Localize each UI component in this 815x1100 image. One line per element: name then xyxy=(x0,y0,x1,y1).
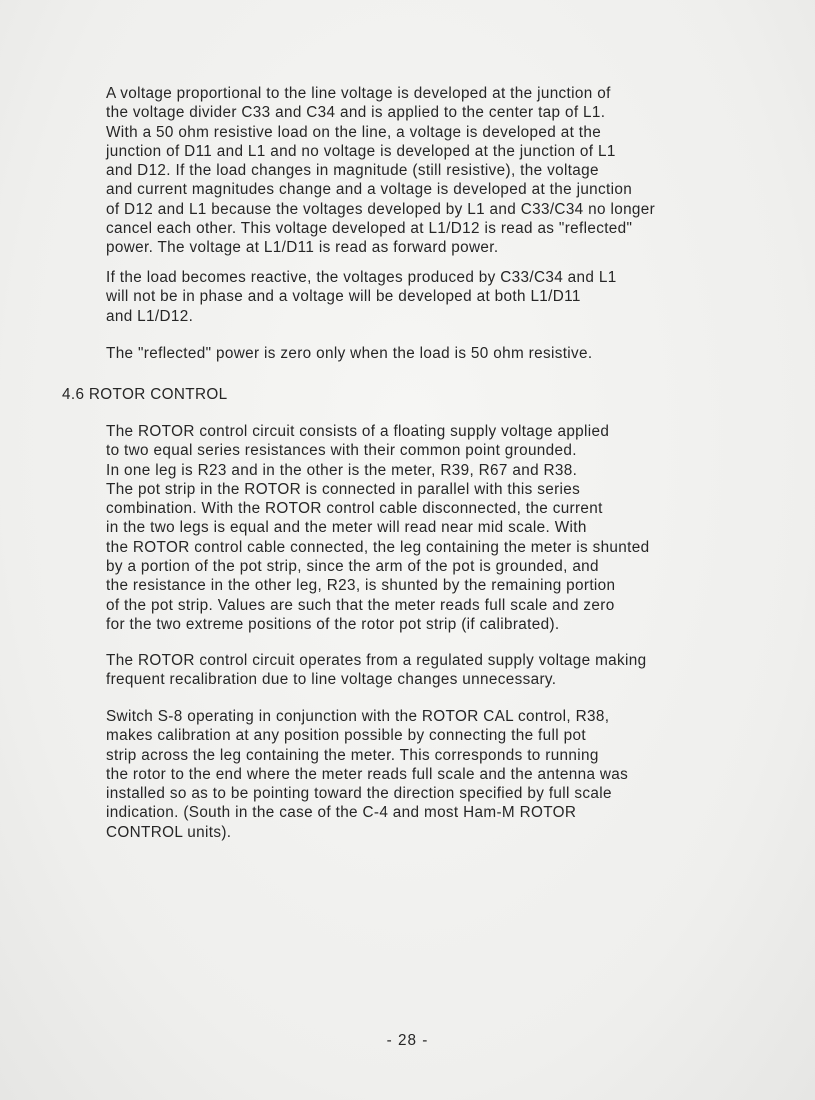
section-heading: 4.6 ROTOR CONTROL xyxy=(62,386,228,403)
text-line: The ROTOR control circuit consists of a floating supply voltage applied xyxy=(106,423,610,440)
text-line: junction of D11 and L1 and no voltage is developed at the junction of L1 xyxy=(106,142,616,160)
text-line: the voltage divider C33 and C34 and is applied to the center tap of L1. xyxy=(106,104,606,122)
text-line: installed so as to be pointing toward the direction specified by full scale xyxy=(106,785,612,803)
text-line: and D12. If the load changes in magnitude (still resistive), the voltage xyxy=(106,162,599,180)
paragraph-reactive-load xyxy=(106,268,617,326)
text-line: the resistance in the other leg, R23, is shunted by the remaining portion xyxy=(106,577,616,595)
text-line: and L1/D12. xyxy=(106,307,194,325)
text-line: The "reflected" power is zero only when the load is 50 ohm resistive. xyxy=(106,345,593,362)
text-line: in the two legs is equal and the meter will read near mid scale. With xyxy=(106,519,587,537)
text-line: makes calibration at any position possible by connecting the full pot xyxy=(106,727,586,745)
text-line: With a 50 ohm resistive load on the line, a voltage is developed at the xyxy=(106,123,602,141)
text-line: for the two extreme positions of the rotor pot strip (if calibrated). xyxy=(106,615,560,633)
text-line: If the load becomes reactive, the voltages produced by C33/C34 and L1 xyxy=(106,269,617,286)
text-line: Switch S-8 operating in conjunction with the ROTOR CAL control, R38, xyxy=(106,708,610,725)
text-line: combination. With the ROTOR control cable disconnected, the current xyxy=(106,500,603,518)
paragraph-directional-coupler xyxy=(106,84,655,258)
text-line: CONTROL units). xyxy=(106,823,232,841)
paragraph-switch-s8 xyxy=(106,707,628,842)
text-line: A voltage proportional to the line voltage is developed at the junction of xyxy=(106,85,611,102)
text-line: strip across the leg containing the meter. This corresponds to running xyxy=(106,746,599,764)
text-line: to two equal series resistances with their common point grounded. xyxy=(106,442,577,460)
text-line: the ROTOR control cable connected, the leg containing the meter is shunted xyxy=(106,538,650,556)
text-line: of D12 and L1 because the voltages developed by L1 and C33/C34 no longer xyxy=(106,200,656,218)
page-number: - 28 - xyxy=(386,1032,429,1049)
text-line: power. The voltage at L1/D11 is read as forward power. xyxy=(106,239,499,257)
text-line: The ROTOR control circuit operates from a regulated supply voltage making xyxy=(106,652,647,669)
text-line: by a portion of the pot strip, since the arm of the pot is grounded, and xyxy=(106,558,599,576)
text-line: In one leg is R23 and in the other is the meter, R39, R67 and R38. xyxy=(106,461,578,479)
paragraph-regulated-supply xyxy=(106,651,647,690)
paragraph-reflected-zero xyxy=(106,344,593,363)
text-line: the rotor to the end where the meter reads full scale and the antenna was xyxy=(106,765,629,783)
text-line: indication. (South in the case of the C-4 and most Ham-M ROTOR xyxy=(106,804,577,822)
text-line: frequent recalibration due to line voltage changes unnecessary. xyxy=(106,671,557,689)
text-line: of the pot strip. Values are such that the meter reads full scale and zero xyxy=(106,596,615,614)
text-line: and current magnitudes change and a voltage is developed at the junction xyxy=(106,181,633,199)
text-line: will not be in phase and a voltage will be developed at both L1/D11 xyxy=(106,288,581,306)
text-line: The pot strip in the ROTOR is connected in parallel with this series xyxy=(106,480,581,498)
paragraph-rotor-circuit xyxy=(106,422,649,634)
text-line: cancel each other. This voltage developed at L1/D12 is read as "reflected" xyxy=(106,220,633,238)
